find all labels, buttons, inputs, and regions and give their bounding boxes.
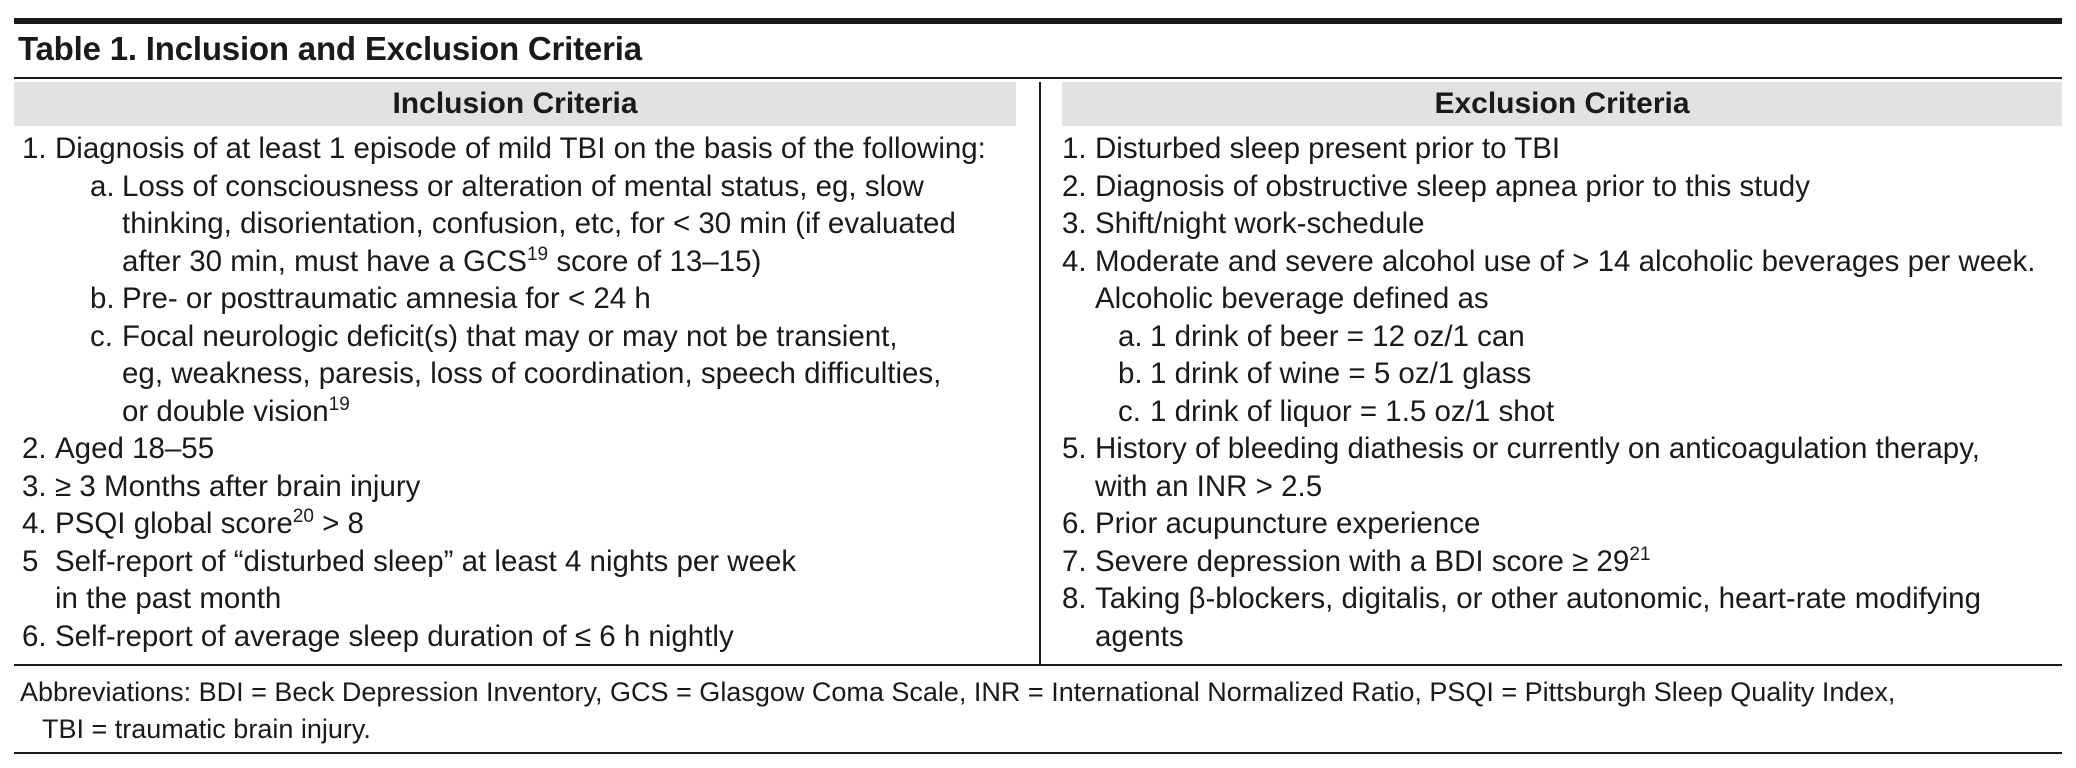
item-number: 2. <box>22 432 47 465</box>
table-title: Table 1. Inclusion and Exclusion Criteria <box>18 30 642 67</box>
item-text: Aged 18–55 <box>55 432 215 465</box>
item-text: Disturbed sleep present prior to TBI <box>1095 132 1561 165</box>
inclusion-item-6 <box>22 618 1022 656</box>
citation-superscript: 19 <box>526 243 549 265</box>
inclusion-item-2 <box>22 430 1022 468</box>
item-line: Moderate and severe alcohol use of > 14 alcoholic beverages per week. <box>1095 244 2036 278</box>
citation-superscript: 21 <box>1629 543 1651 565</box>
item-number: 5 <box>22 544 39 578</box>
citation-superscript: 19 <box>328 393 350 415</box>
item-number: 1. <box>22 132 47 165</box>
item-text <box>1095 430 2062 505</box>
exclusion-item-5 <box>1062 430 2062 505</box>
item-line: History of bleeding diathesis or currently on anticoagulation therapy, <box>1095 432 1980 465</box>
item-text: Shift/night work-schedule <box>1095 207 1425 240</box>
subitem-line <box>122 393 1022 431</box>
exclusion-header: Exclusion Criteria <box>1062 82 2062 126</box>
subitem-text: 1 drink of liquor = 1.5 oz/1 shot <box>1150 394 1555 428</box>
subitem-letter: b. <box>90 282 115 315</box>
exclusion-subitem-a <box>1062 318 2062 356</box>
table-bottom-rule <box>14 664 2062 666</box>
text-span: score of 13–15) <box>548 244 762 278</box>
item-number: 8. <box>1062 582 1087 615</box>
item-number: 5. <box>1062 432 1087 465</box>
item-number: 6. <box>1062 507 1087 540</box>
item-line: Alcoholic beverage defined as <box>1095 282 1489 315</box>
text-span: PSQI global score <box>55 507 293 540</box>
exclusion-item-4 <box>1062 243 2062 318</box>
item-text: Diagnosis of at least 1 episode of mild TBI on the basis of the following: <box>55 132 986 165</box>
column-divider <box>1039 82 1041 665</box>
subitem-text <box>122 168 1022 281</box>
item-text <box>55 505 1022 543</box>
inclusion-item-3 <box>22 468 1022 506</box>
item-number: 6. <box>22 619 47 653</box>
item-number: 2. <box>1062 169 1087 203</box>
item-text: Diagnosis of obstructive sleep apnea prior to this study <box>1095 169 1810 203</box>
footnote-line: TBI = traumatic brain injury. <box>42 714 371 744</box>
subitem-line: Loss of consciousness or alteration of mental status, eg, slow <box>122 169 924 203</box>
text-span: > 8 <box>313 507 364 540</box>
text-span: Severe depression with a BDI score ≥ 29 <box>1095 544 1630 578</box>
subitem-letter: a. <box>90 169 115 203</box>
subitem-line: Focal neurologic deficit(s) that may or may not be transient, <box>122 319 898 353</box>
subitem-line <box>122 243 1022 281</box>
item-number: 7. <box>1062 544 1087 578</box>
footnote-line: Abbreviations: BDI = Beck Depression Inventory, GCS = Glasgow Coma Scale, INR = International Normalized Ratio, PSQI = Pittsburgh Sleep Quality Index, <box>20 677 1896 707</box>
exclusion-item-6 <box>1062 505 2062 543</box>
exclusion-subitem-c <box>1062 393 2062 431</box>
item-text: Prior acupuncture experience <box>1095 507 1481 540</box>
subitem-text: Pre- or posttraumatic amnesia for < 24 h <box>122 282 651 315</box>
item-text <box>1095 543 2062 581</box>
subitem-letter: c. <box>90 319 113 353</box>
subitem-line: thinking, disorientation, confusion, etc, for < 30 min (if evaluated <box>122 207 956 240</box>
subitem-letter: a. <box>1118 319 1143 353</box>
inclusion-list <box>22 130 1022 655</box>
item-line: agents <box>1095 619 1184 653</box>
exclusion-item-1 <box>1062 130 2062 168</box>
inclusion-header: Inclusion Criteria <box>14 82 1016 126</box>
inclusion-subitem-c <box>22 318 1022 431</box>
item-text <box>1095 580 2062 655</box>
exclusion-item-3 <box>1062 205 2062 243</box>
item-text: Self-report of average sleep duration of ≤ 6 h nightly <box>55 619 734 653</box>
exclusion-item-7 <box>1062 543 2062 581</box>
inclusion-subitem-a <box>22 168 1022 281</box>
inclusion-item-1 <box>22 130 1022 168</box>
item-number: 3. <box>1062 207 1087 240</box>
inclusion-item-4 <box>22 505 1022 543</box>
item-text <box>1095 243 2062 318</box>
item-number: 1. <box>1062 132 1087 165</box>
abbreviations-footnote <box>20 674 2060 748</box>
citation-superscript: 20 <box>292 506 314 527</box>
item-number: 4. <box>22 507 47 540</box>
title-rule <box>14 77 2062 79</box>
item-text <box>55 543 1022 618</box>
subitem-text: 1 drink of beer = 12 oz/1 can <box>1150 319 1525 353</box>
exclusion-list <box>1062 130 2062 655</box>
exclusion-item-8 <box>1062 580 2062 655</box>
text-span: after 30 min, must have a GCS <box>122 244 527 278</box>
item-text: ≥ 3 Months after brain injury <box>55 469 421 503</box>
subitem-text <box>122 318 1022 431</box>
item-line: Taking β-blockers, digitalis, or other autonomic, heart-rate modifying <box>1095 582 1981 615</box>
item-line: with an INR > 2.5 <box>1095 469 1323 503</box>
subitem-letter: b. <box>1118 357 1143 390</box>
exclusion-subitem-b <box>1062 355 2062 393</box>
item-number: 4. <box>1062 244 1087 278</box>
footnote-bottom-rule <box>14 752 2062 754</box>
subitem-letter: c. <box>1118 394 1141 428</box>
subitem-line: eg, weakness, paresis, loss of coordination, speech difficulties, <box>122 357 942 390</box>
subitem-text: 1 drink of wine = 5 oz/1 glass <box>1150 357 1532 390</box>
item-line: in the past month <box>55 582 282 615</box>
top-rule <box>14 18 2062 24</box>
text-span: or double vision <box>122 394 329 428</box>
exclusion-item-2 <box>1062 168 2062 206</box>
inclusion-item-5 <box>22 543 1022 618</box>
inclusion-subitem-b <box>22 280 1022 318</box>
item-line: Self-report of “disturbed sleep” at least 4 nights per week <box>55 544 797 578</box>
item-number: 3. <box>22 469 47 503</box>
